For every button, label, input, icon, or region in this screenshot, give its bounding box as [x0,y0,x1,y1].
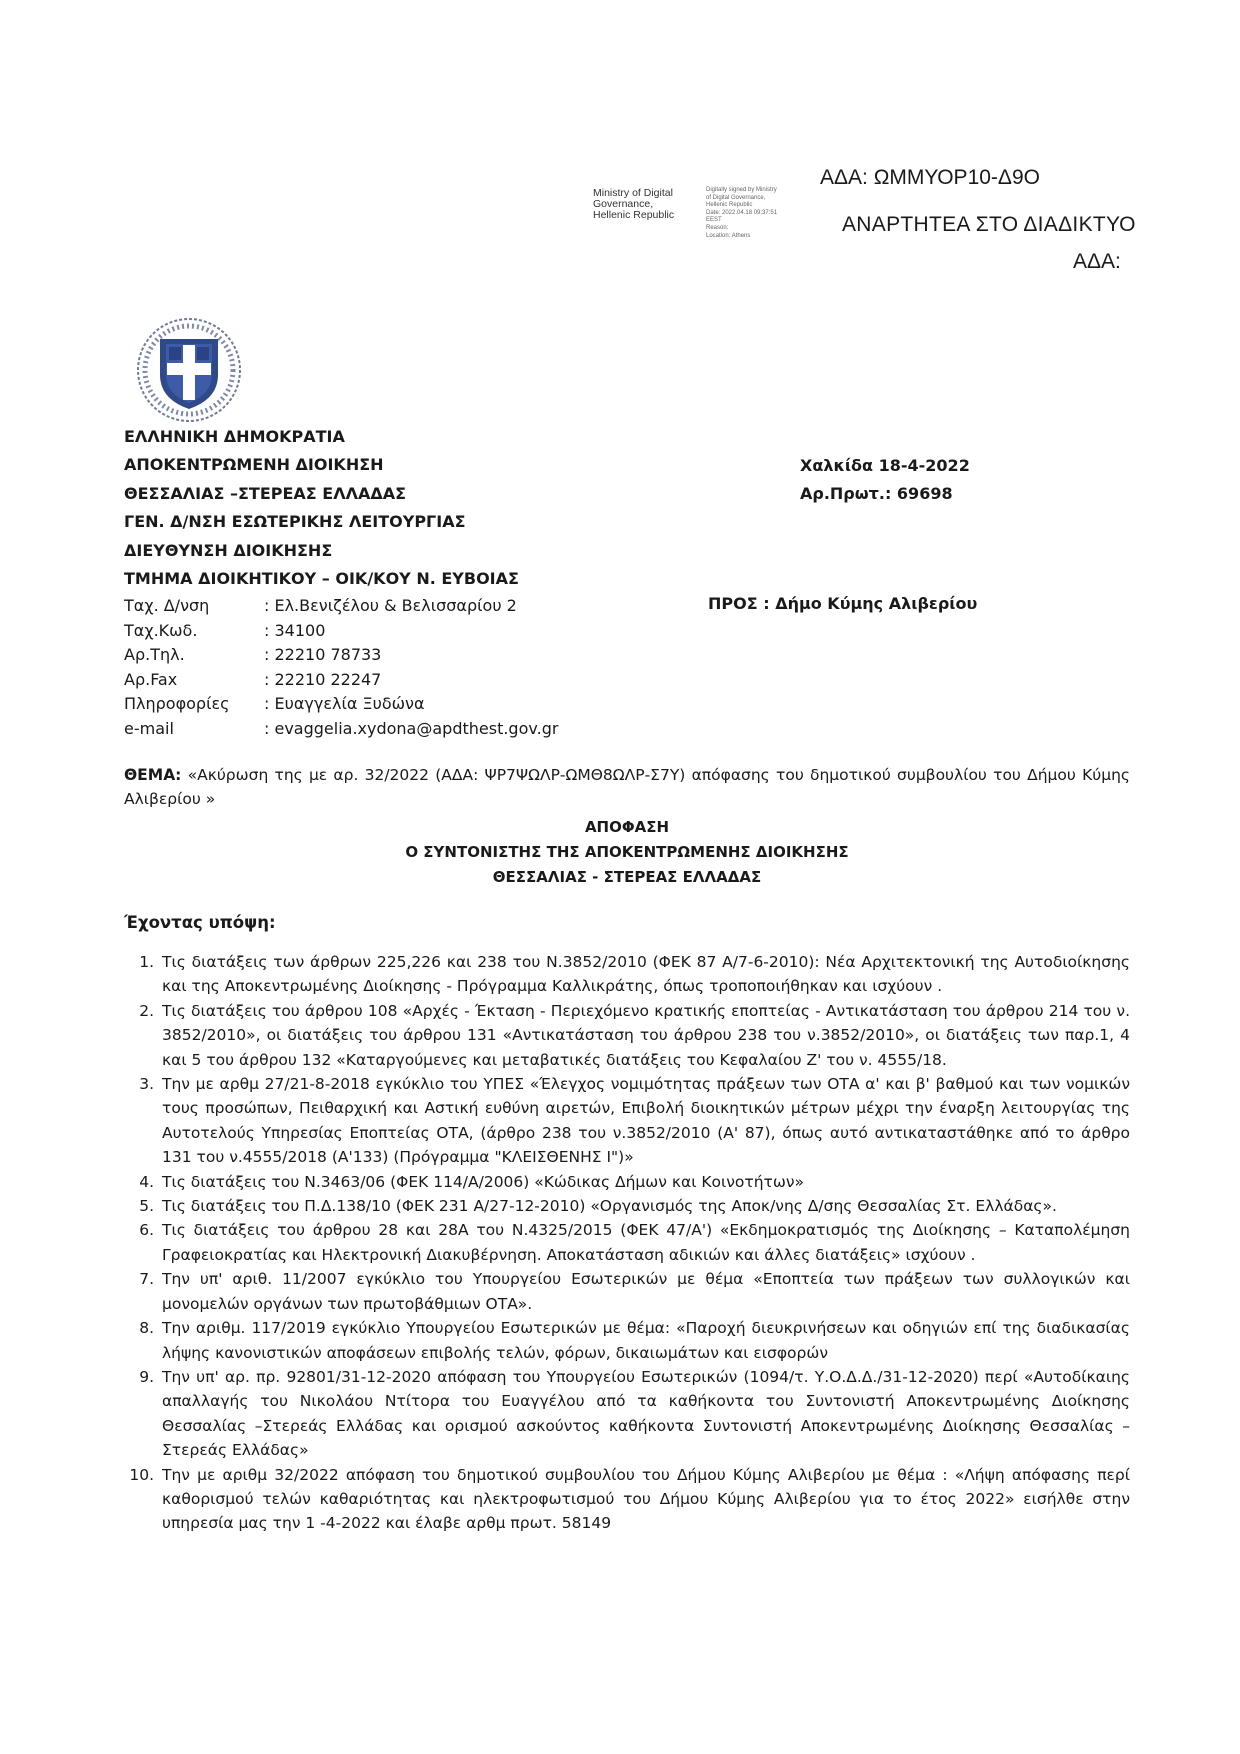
item-number: 4. [139,1172,154,1191]
decision-heading: ΑΠΟΦΑΣΗ [584,818,670,836]
digital-signature-details [706,187,816,240]
item-text: Την αριθμ. 117/2019 εγκύκλιο Υπουργείου Εσωτερικών με θέμα: «Παροχή διευκρινήσεων και οδηγιών επί της διαδικασίας λήψης κανονιστικών αποφάσεων επιβολής τελών, φόρων, δικαιωμάτων και εισφορών [162,1319,1130,1362]
item-number: 5. [139,1197,154,1216]
item-text: Τις διατάξεις του Ν.3463/06 (ΦΕΚ 114/Α/2006) «Κώδικας Δήμων και Κοινοτήτων» [162,1172,805,1191]
list-item [124,999,1130,1072]
item-text: Τις διατάξεις των άρθρων 225,226 και 238 του Ν.3852/2010 (ΦΕΚ 87 Α/7-6-2010): Νέα Αρχιτεκτονική της Αυτοδιοίκησης και της Αποκεντρωμένης Διοίκησης - Πρόγραμμα Καλλικράτης, όπως τροποποιήθηκαν και ισχύουν . [162,953,1130,996]
item-number: 1. [139,953,154,971]
list-item [124,1463,1130,1536]
subject-paragraph [124,763,1130,811]
list-item [124,1170,1130,1194]
list-item [124,1072,1130,1170]
contact-label: Αρ.Τηλ. [124,645,185,665]
contact-label: Πληροφορίες [124,694,230,714]
signature-detail-line: Reason: [706,224,729,231]
signature-detail-line: EEST [706,217,722,224]
protocol-number: Αρ.Πρωτ.: 69698 [800,484,953,504]
contact-label: Ταχ.Κωδ. [124,620,198,640]
subject-text: «Ακύρωση της με αρ. 32/2022 (ΑΔΑ: ΨΡ7ΨΩΛΡ-ΩΜΘ8ΩΛΡ-Σ7Υ) απόφασης του δημοτικού συμβουλίου του Δήμου Κύμης Αλιβερίου » [124,766,1130,808]
item-text: Τις διατάξεις του άρθρου 108 «Αρχές - Έκταση - Περιεχόμενο κρατικής εποπτείας - Αντικατάσταση του άρθρου 214 του ν. 3852/2010», οι διατάξεις του άρθρου 131 «Αντικατάσταση του άρθρου 238 του ν.3852/2010», οι διατάξεις των παρ.1, 4 και 5 του άρθρου 132 «Καταργούμενες και μεταβατικές διατάξεις του Κεφαλαίου Ζ' του ν. 4555/18. [162,1001,1130,1069]
signer-line: Ministry of Digital [593,187,673,199]
item-text: Την υπ' αρ. πρ. 92801/31-12-2020 απόφαση του Υπουργείου Εσωτερικών (1094/τ. Υ.Ο.Δ.Δ./31-12-2020) περί «Αυτοδίκαιης απαλλαγής του Νικολάου Ντίτορα του Ευαγγέλου από τα καθήκοντα του Συντονιστή Αποκεντρωμένης Διοίκησης Θεσσαλίας –Στερεάς Ελλάδας και ορισμού ασκούντος καθήκοντα Συντονιστή Αποκεντρωμένης Διοίκησης Θεσσαλίας –Στερεάς Ελλάδας» [162,1367,1130,1460]
subject-label: ΘΕΜΑ: [124,766,182,784]
item-number: 2. [139,1001,154,1020]
item-text: Τις διατάξεις του Π.Δ.138/10 (ΦΕΚ 231 Α/27-12-2010) «Οργανισμός της Αποκ/νης Δ/σης Θεσσαλίας Στ. Ελλάδας». [162,1197,1057,1216]
sender-header [124,423,519,593]
item-number: 9. [139,1367,154,1386]
contact-email[interactable]: : evaggelia.xydona@apdthest.gov.gr [264,718,559,738]
list-item [124,1316,1130,1365]
item-number: 10. [129,1465,154,1484]
sender-line: ΘΕΣΣΑΛΙΑΣ –ΣΤΕΡΕΑΣ ΕΛΛΑΔΑΣ [124,483,407,503]
list-item [124,1365,1130,1463]
list-item [124,1194,1130,1218]
contact-value: : Ευαγγελία Ξυδώνα [264,694,425,714]
ada-code: ΑΔΑ: ΩΜΜΥΟΡ10-Δ9Ο [820,166,1040,189]
item-text: Τις διατάξεις του άρθρου 28 και 28Α του Ν.4325/2015 (ΦΕΚ 47/Α') «Εκδημοκρατισμός της Διοίκησης – Καταπολέμηση Γραφειοκρατίας και Ηλεκτρονική Διακυβέρνηση. Αποκατάσταση αδικιών και άλλες διατάξεις» ισχύουν . [162,1221,1130,1264]
contact-label: e-mail [124,718,174,738]
item-text: Την υπ' αριθ. 11/2007 εγκύκλιο του Υπουργείου Εσωτερικών με θέμα «Εποπτεία των πράξεων των συλλογικών και μονομελών οργάνων των πρωτοβάθμιων ΟΤΑ». [162,1270,1130,1313]
item-number: 6. [139,1221,154,1240]
considering-heading: Έχοντας υπόψη: [124,913,276,932]
sender-line: ΓΕΝ. Δ/ΝΣΗ ΕΣΩΤΕΡΙΚΗΣ ΛΕΙΤΟΥΡΓΙΑΣ [124,512,466,532]
list-item [124,950,1130,999]
contact-value: : 22210 22247 [264,669,382,689]
recipient: ΠΡΟΣ : Δήμο Κύμης Αλιβερίου [708,594,978,613]
place-date-block [800,452,970,509]
signature-detail-line: Hellenic Republic [706,202,753,209]
signature-detail-line: Date: 2022.04.18 09:37:51 [706,209,778,216]
item-number: 7. [139,1270,154,1289]
list-item [124,1267,1130,1316]
considerations-list [124,950,1130,1536]
sender-line: ΕΛΛΗΝΙΚΗ ΔΗΜΟΚΡΑΤΙΑ [124,427,345,446]
list-item [124,1218,1130,1267]
issuer-heading: Ο ΣΥΝΤΟΝΙΣΤΗΣ ΤΗΣ ΑΠΟΚΕΝΤΡΩΜΕΝΗΣ ΔΙΟΙΚΗΣΗΣ [405,843,849,861]
signer-line: Governance, [593,198,654,210]
item-text: Την με αρθμ 27/21-8-2018 εγκύκλιο του ΥΠΕΣ «Έλεγχος νομιμότητας πράξεων των ΟΤΑ α' και β' βαθμού και των νομικών τους προσώπων, Πειθαρχική και Αστική ευθύνη αιρετών, Επιβολή διοικητικών μέτρων μέχρι την έναρξη λειτουργίας της Αυτοτελούς Υπηρεσίας Εποπτείας ΟΤΑ, (άρθρο 238 του ν.3852/2010 (Α' 87), όπως αυτό αντικαταστάθηκε από το άρθρο 131 του ν.4555/2018 (Α'133) (Πρόγραμμα "ΚΛΕΙΣΘΕΝΗΣ Ι")» [162,1075,1130,1167]
contact-label: Ταχ. Δ/νση [124,596,210,615]
contact-value: : Ελ.Βενιζέλου & Βελισσαρίου 2 [264,596,517,615]
contact-value: : 34100 [264,620,326,640]
sender-line: ΑΠΟΚΕΝΤΡΩΜΕΝΗ ΔΙΟΙΚΗΣΗ [124,455,384,475]
sender-line: ΔΙΕΥΘΥΝΣΗ ΔΙΟΙΚΗΣΗΣ [124,540,333,560]
signature-detail-line: Digitally signed by Ministry [706,187,777,193]
item-text: Την με αριθμ 32/2022 απόφαση του δημοτικού συμβουλίου του Δήμου Κύμης Αλιβερίου με θέμα : «Λήψη απόφασης περί καθορισμού τελών καθαριότητας και ηλεκτροφωτισμού του Δήμου Κύμης Αλιβερίου για το έτος 2022» εισήλθε στην υπηρεσία μας την 1 -4-2022 και έλαβε αρθμ πρωτ. 58149 [162,1465,1130,1533]
contact-value: : 22210 78733 [264,645,382,665]
greek-coat-of-arms-icon [136,317,242,423]
item-number: 3. [139,1075,154,1094]
item-number: 8. [139,1319,154,1338]
ada-label: ΑΔΑ: [1073,250,1121,273]
posting-note: ΑΝΑΡΤΗΤΕΑ ΣΤΟ ΔΙΑΔΙΚΤΥΟ [842,213,1136,236]
signer-line: Hellenic Republic [593,209,675,221]
contact-label: Αρ.Fax [124,669,178,689]
digital-signature-signer [593,188,674,221]
region-heading: ΘΕΣΣΑΛΙΑΣ - ΣΤΕΡΕΑΣ ΕΛΛΑΔΑΣ [492,868,762,886]
signature-detail-line: of Digital Governance, [706,194,766,201]
signature-detail-line: Location: Athens [706,232,751,239]
place-date: Χαλκίδα 18-4-2022 [800,456,970,475]
sender-line: ΤΜΗΜΑ ΔΙΟΙΚΗΤΙΚΟΥ – ΟΙΚ/ΚΟΥ Ν. ΕΥΒΟΙΑΣ [124,569,519,589]
